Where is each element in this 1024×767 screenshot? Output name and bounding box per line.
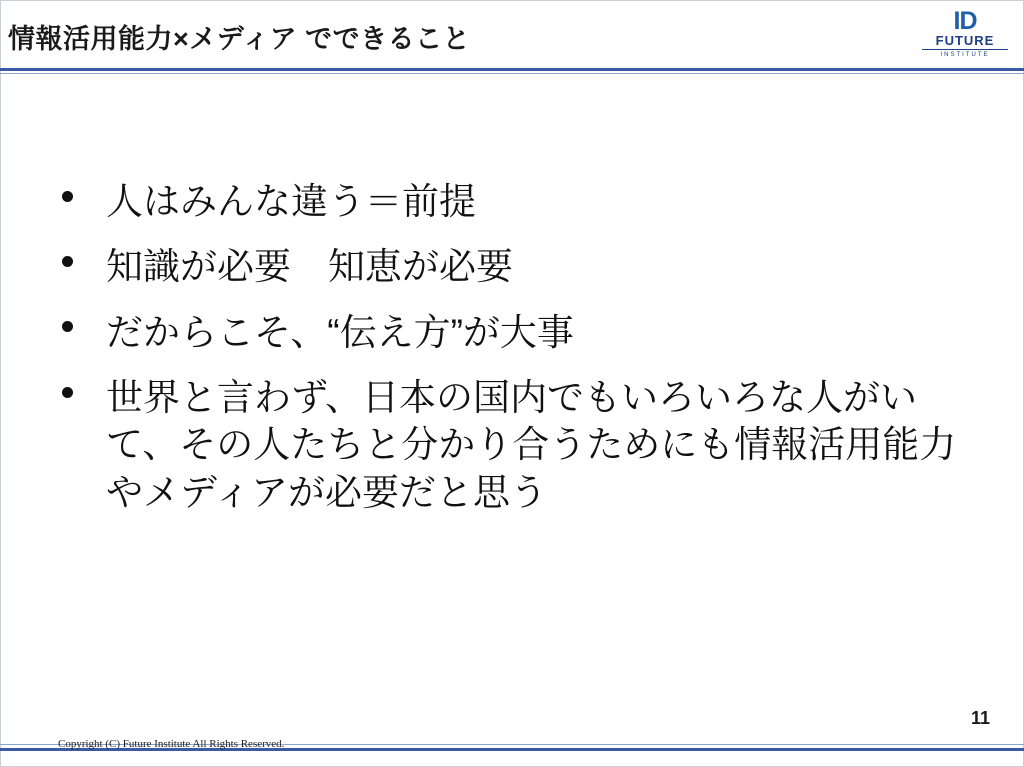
list-item-text: 人はみんな違う＝前提	[106, 181, 476, 222]
header-divider-thin	[0, 73, 1024, 74]
logo-letter-i: I	[953, 7, 960, 35]
list-item	[48, 178, 968, 225]
future-institute-logo	[922, 8, 1008, 60]
logo-letter-d: D	[959, 7, 977, 35]
list-item	[48, 374, 986, 516]
list-item-text: 世界と言わず、日本の国内でもいろいろな人がいて、その人たちと分かり合うためにも情報活用能力やメディアが必要だと思う	[106, 377, 957, 513]
bullet-list	[48, 178, 968, 516]
list-item	[48, 243, 968, 290]
list-item-text: 知識が必要 知恵が必要	[106, 246, 513, 288]
page-title: 情報活用能力×メディア でできること	[8, 24, 471, 54]
slide-header	[0, 0, 1024, 70]
list-item	[48, 309, 968, 356]
bullet-dot-icon	[62, 387, 73, 398]
page-number: 11	[970, 708, 990, 728]
logo-subtext: INSTITUTE	[922, 49, 1008, 60]
bullet-dot-icon	[62, 256, 73, 267]
list-item-text: だからこそ、“伝え方”が大事	[106, 311, 574, 353]
logo-mark-icon	[922, 8, 1008, 34]
header-divider	[0, 68, 1024, 71]
slide-body	[48, 178, 968, 516]
logo-wordmark: FUTURE	[935, 33, 995, 48]
bullet-dot-icon	[62, 191, 73, 202]
copyright-text: Copyright (C) Future Institute All Rights Reserved.	[58, 738, 285, 750]
bullet-dot-icon	[62, 321, 73, 332]
